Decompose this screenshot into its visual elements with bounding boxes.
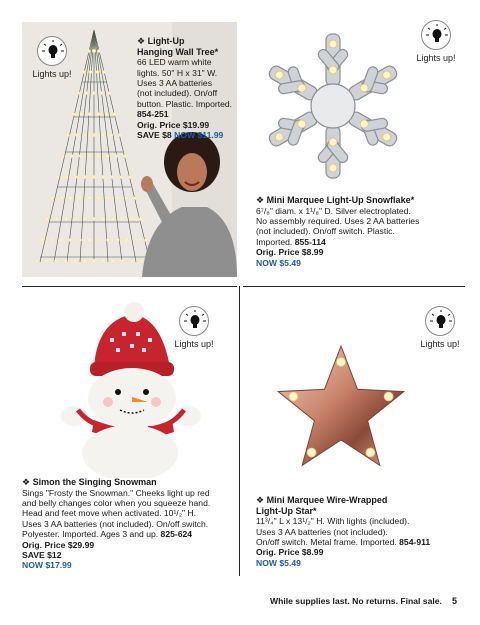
page-number: 5 (452, 596, 458, 606)
snowman-orig-price: Orig. Price $29.99 (22, 539, 95, 550)
star-title-line-1: ❖ Mini Marquee Wire-Wrapped (256, 495, 388, 505)
tree-desc-line: Uses 3 AA batteries (137, 78, 212, 88)
lightbulb-icon (425, 306, 455, 336)
tree-desc-line: 66 LED warm white (137, 57, 212, 68)
snowflake-product-image (258, 28, 408, 183)
lights-up-badge-tree (23, 36, 81, 79)
lightbulb-icon (421, 20, 451, 50)
footer-disclaimer: While supplies last. No returns. Final sale. (270, 596, 442, 606)
snowman-desc-line: Polyester. Imported. Ages 3 and up. (22, 529, 159, 540)
snowflake-desc-line: No assembly required. Uses 2 AA batteries (256, 216, 420, 226)
star-product-image (266, 340, 416, 480)
star-title-line-2: Light-Up Star* (256, 505, 317, 516)
tree-title-line-2: Hanging Wall Tree* (137, 46, 219, 57)
star-desc-line: 11³/₄" L x 13¹/₂" H. With lights (included). (256, 516, 410, 527)
lightbulb-icon (179, 306, 209, 336)
lights-up-badge-snowman (165, 306, 223, 349)
snowflake-product-copy (256, 195, 466, 268)
lights-up-badge-snowflake (407, 20, 465, 63)
snowman-desc-line: and belly changes color when you squeeze hand. (22, 498, 211, 508)
snowflake-imported: Imported. (256, 236, 293, 247)
snowflake-orig-price: Orig. Price $8.99 (256, 247, 324, 258)
lights-up-badge-star (411, 306, 469, 349)
snowman-desc-line: Uses 3 AA batteries (not included). On/off switch. (22, 518, 209, 529)
star-desc-line: Uses 3 AA batteries (not included). (256, 526, 388, 537)
snowman-desc-line: Head and feet move when activated. 10¹/₂" H. (22, 508, 197, 519)
snowman-now-price: NOW $17.99 (22, 560, 72, 571)
star-item-number: 854-911 (399, 537, 431, 547)
tree-desc-line: lights. 50" H x 31" W. (137, 67, 218, 78)
tree-desc-line: (not included). On/off (137, 88, 218, 99)
tree-orig-price: Orig. Price $19.99 (137, 119, 210, 130)
snowflake-now-price: NOW $5.49 (256, 257, 301, 268)
star-orig-price: Orig. Price $8.99 (256, 547, 324, 558)
lights-up-label: Lights up! (174, 339, 214, 349)
lightbulb-icon (37, 36, 67, 66)
star-product-copy (256, 495, 468, 568)
lights-up-label: Lights up! (32, 69, 72, 79)
snowflake-desc-line: 6⁷/₈" diam. x 1¹/₈" D. Silver electroplated. (256, 205, 411, 216)
column-divider (239, 286, 240, 576)
star-now-price: NOW $5.49 (256, 557, 301, 568)
snowflake-marquee-photo (258, 28, 408, 183)
tree-now-price: NOW $11.99 (174, 130, 224, 141)
lights-up-label: Lights up! (420, 339, 460, 349)
snowflake-item-number: 855-114 (294, 236, 326, 247)
snowman-save-amount: SAVE $12 (22, 550, 62, 561)
star-desc-line: On/off switch. Metal frame. Imported. (256, 537, 397, 547)
snowman-product-copy (22, 477, 237, 571)
section-divider (22, 286, 237, 287)
snowman-desc-line: Sings "Frosty the Snowman." Cheeks light up red (22, 487, 210, 498)
snowman-item-number: 825-624 (160, 529, 193, 540)
section-divider (243, 286, 465, 287)
tree-desc-line: button. Plastic. Imported. (137, 98, 233, 109)
tree-product-copy (137, 36, 267, 140)
snowflake-title: ❖ Mini Marquee Light-Up Snowflake* (256, 195, 415, 205)
snowflake-desc-line: (not included). On/off switch. Plastic. (256, 226, 395, 237)
tree-title-line-1: ❖ Light-Up (137, 36, 185, 46)
wire-wrapped-star-photo (266, 340, 416, 480)
tree-save-amount: SAVE $8 (137, 130, 172, 141)
tree-item-number: 854-251 (137, 109, 169, 120)
lights-up-label: Lights up! (416, 53, 456, 63)
snowman-title: ❖ Simon the Singing Snowman (22, 477, 157, 487)
